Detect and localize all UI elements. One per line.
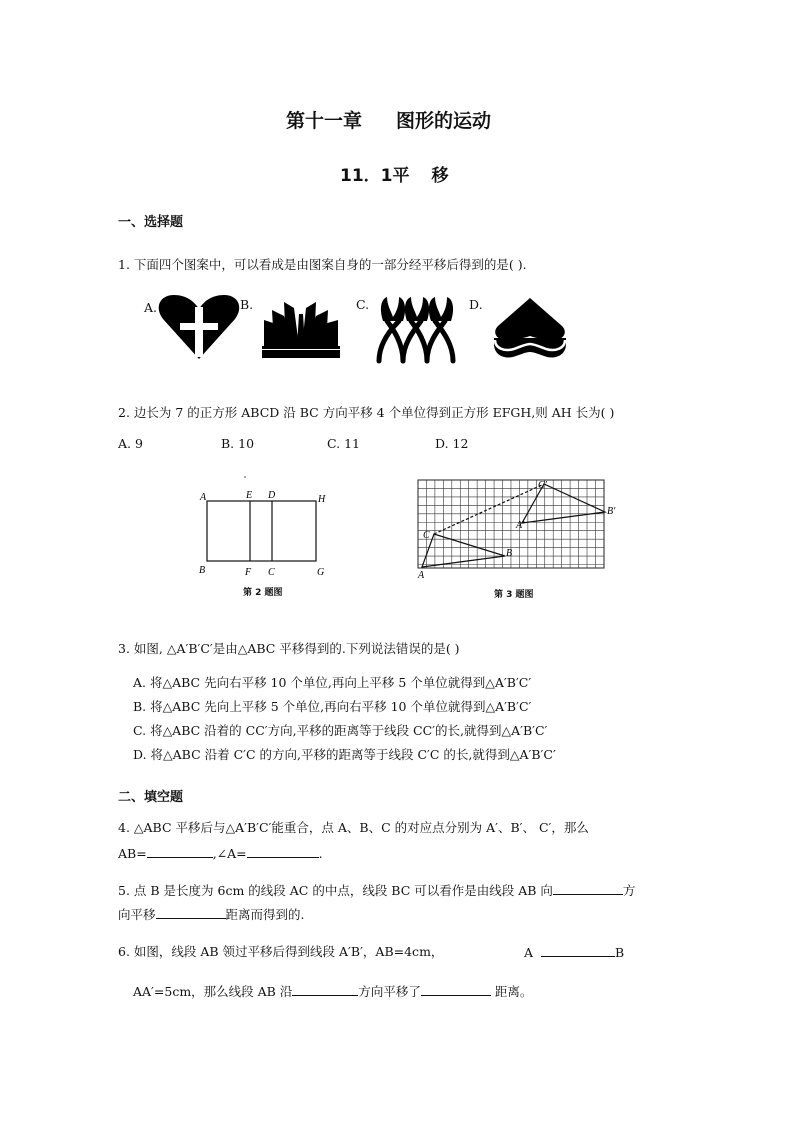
q2-label-g: G [317, 567, 325, 578]
q4-blank-ab[interactable] [147, 845, 213, 858]
q2-label-b: B [199, 565, 206, 576]
q2-option-c: C. 11 [327, 436, 360, 451]
q6-line2-suffix: 距离。 [490, 984, 533, 999]
q3-text: 3. 如图, △A′B′C′是由△ABC 平移得到的.下列说法错误的是( ) [118, 641, 460, 656]
q6-segment-line [541, 944, 615, 957]
chapter-number: 第十一章 [286, 110, 363, 132]
q2-label-c: C [268, 567, 275, 578]
q6-line1: 6. 如图，线段 AB 领过平移后得到线段 A′B′，AB=4cm， [118, 944, 444, 959]
q2-option-b: B. 10 [221, 436, 255, 451]
q2-text: 2. 边长为 7 的正方形 ABCD 沿 BC 方向平移 4 个单位得到正方形 EFGH,则 AH 长为( ) [118, 405, 615, 420]
pliers-figure [373, 295, 463, 363]
q6-line2 [133, 983, 532, 1000]
q3-label-c1: C′ [538, 480, 547, 491]
q2-label-h: H [318, 494, 326, 505]
q2-label-f: F [245, 567, 252, 578]
q5-blank-direction[interactable] [553, 882, 623, 895]
q2-option-a: A. 9 [118, 436, 143, 451]
q6-seg-b: B [615, 945, 625, 960]
q6-seg-a: A [524, 945, 534, 960]
q5-line2-suffix: 距离而得到的. [225, 907, 305, 922]
section-name-b: 移 [431, 166, 449, 186]
chapter-title [286, 106, 491, 133]
q2-option-d: D. 12 [435, 436, 469, 451]
q6-line2-mid: 方向平移了 [358, 984, 421, 999]
q1-label-d: D. [469, 297, 483, 312]
q1-label-b: B. [240, 297, 254, 312]
q5-line2 [118, 906, 305, 923]
q6-blank-distance[interactable] [421, 983, 491, 996]
q3-option-d: D. 将△ABC 沿着 C′C 的方向,平移的距离等于线段 C′C 的长,就得到△A′B′C′ [133, 747, 556, 762]
q5-blank-distance[interactable] [156, 906, 226, 919]
q1-text: 1. 下面四个图案中，可以看成是由图案自身的一部分经平移后得到的是( ). [118, 257, 527, 272]
q3-label-a1: A′ [516, 520, 525, 531]
q6-line2-prefix: AA′=5cm，那么线段 AB 沿 [133, 984, 293, 999]
q3-label-c: C [423, 530, 430, 541]
q2-label-e: E [246, 490, 253, 501]
section-number: 11．1 [340, 166, 393, 186]
q6-blank-direction[interactable] [292, 983, 358, 996]
q5-line1-suffix: 方 [622, 883, 636, 898]
q3-grid-figure [410, 476, 616, 582]
section-name-a: 平 [392, 166, 410, 186]
q4-line1: 4. △ABC 平移后与△A′B′C′能重合，点 A、B、C 的对应点分别为 A′、B′、 C′，那么 [118, 820, 589, 835]
q3-option-b: B. 将△ABC 先向上平移 5 个单位,再向右平移 10 个单位就得到△A′B′C′ [133, 699, 532, 714]
q3-option-c: C. 将△ABC 沿着的 CC′方向,平移的距离等于线段 CC′的长,就得到△A′B′C′ [133, 723, 548, 738]
section-title [340, 161, 449, 186]
q4-blank-angle[interactable] [247, 845, 319, 858]
book-fan-figure [260, 296, 342, 360]
q6-segment [524, 944, 624, 961]
fig2-caption: 第 2 题图 [243, 588, 283, 598]
q3-option-a: A. 将△ABC 先向右平移 10 个单位,再向上平移 5 个单位就得到△A′B′C′ [133, 675, 532, 690]
part1-heading: 一、选择题 [118, 215, 184, 230]
q3-label-a: A [418, 570, 425, 581]
q1-label-c: C. [356, 297, 370, 312]
q4-line2 [118, 845, 323, 862]
q2-squares-figure [190, 472, 340, 584]
q4-mid: ,∠A= [212, 846, 247, 861]
q3-label-b1: B′ [607, 506, 616, 517]
q5-line1 [118, 882, 635, 899]
chapter-name: 图形的运动 [396, 110, 492, 132]
q4-prefix: AB= [118, 846, 147, 861]
q2-label-d: D [268, 490, 276, 501]
heart-block-figure [492, 296, 568, 362]
part2-heading: 二、填空题 [118, 790, 184, 805]
q5-line2-prefix: 向平移 [118, 907, 156, 922]
fig3-caption: 第 3 题图 [494, 590, 534, 600]
heart-cross-figure [158, 293, 240, 361]
q1-label-a: A. [144, 300, 158, 315]
q3-label-b: B [506, 548, 513, 559]
q4-end: . [318, 846, 323, 861]
q2-label-a: A [200, 492, 207, 503]
q5-line1-prefix: 5. 点 B 是长度为 6cm 的线段 AC 的中点，线段 BC 可以看作是由线段 AB 向 [118, 883, 553, 898]
